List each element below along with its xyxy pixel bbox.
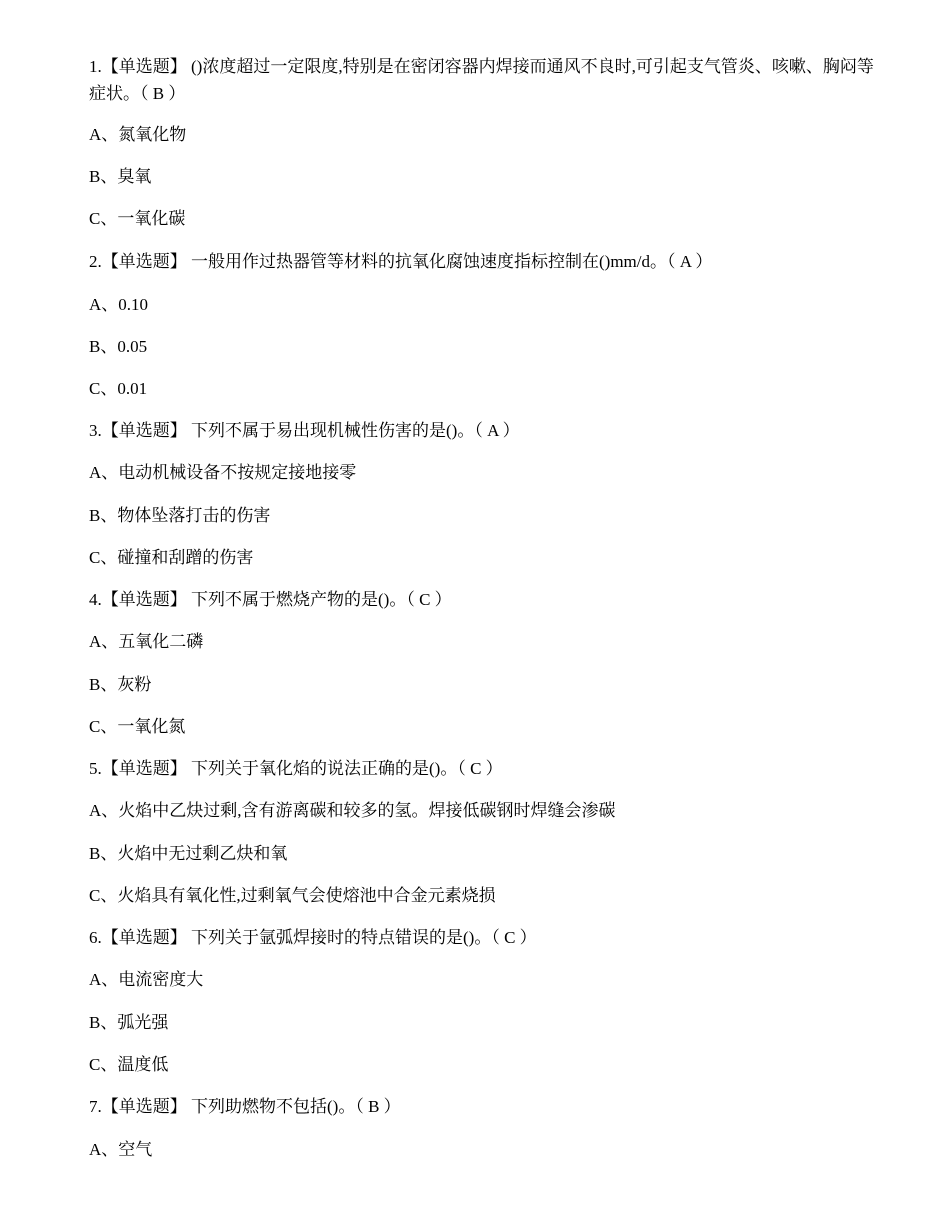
question-3-option-c: C、碰撞和刮蹭的伤害	[89, 548, 254, 567]
question-2-option-a: A、0.10	[89, 295, 149, 314]
question-3-option-b: B、物体坠落打击的伤害	[89, 506, 271, 525]
question-4-option-b: B、灰粉	[89, 675, 152, 694]
question-3-text: 3.【单选题】 下列不属于易出现机械性伤害的是()。（ A ）	[89, 421, 520, 440]
question-5-option-c: C、火焰具有氧化性,过剩氧气会使熔池中合金元素烧损	[89, 886, 496, 905]
question-6-text: 6.【单选题】 下列关于氩弧焊接时的特点错误的是()。（ C ）	[89, 928, 537, 947]
question-7-option-a: A、空气	[89, 1140, 153, 1159]
question-6-option-b: B、弧光强	[89, 1013, 169, 1032]
question-1-text: 1.【单选题】 ()浓度超过一定限度,特别是在密闭容器内焊接而通风不良时,可引起支气管炎、咳嗽、胸闷等症状。（ B ）	[89, 57, 874, 103]
question-6-option-a: A、电流密度大	[89, 970, 204, 989]
question-7-text: 7.【单选题】 下列助燃物不包括()。（ B ）	[89, 1097, 401, 1116]
question-5-option-a: A、火焰中乙炔过剩,含有游离碳和较多的氢。焊接低碳钢时焊缝会渗碳	[89, 801, 616, 820]
question-2-option-c: C、0.01	[89, 379, 148, 398]
question-1-option-b: B、臭氧	[89, 167, 152, 186]
question-4-option-a: A、五氧化二磷	[89, 632, 204, 651]
question-1-option-c: C、一氧化碳	[89, 209, 186, 228]
question-2-text: 2.【单选题】 一般用作过热器管等材料的抗氧化腐蚀速度指标控制在()mm/d。（ A ）	[89, 252, 713, 271]
question-4-option-c: C、一氧化氮	[89, 717, 186, 736]
question-4-text: 4.【单选题】 下列不属于燃烧产物的是()。（ C ）	[89, 590, 452, 609]
question-5-text: 5.【单选题】 下列关于氧化焰的说法正确的是()。（ C ）	[89, 759, 503, 778]
question-1-option-a: A、氮氧化物	[89, 125, 187, 144]
question-2-option-b: B、0.05	[89, 337, 148, 356]
question-3-option-a: A、电动机械设备不按规定接地接零	[89, 463, 357, 482]
question-5-option-b: B、火焰中无过剩乙炔和氧	[89, 844, 288, 863]
question-6-option-c: C、温度低	[89, 1055, 169, 1074]
